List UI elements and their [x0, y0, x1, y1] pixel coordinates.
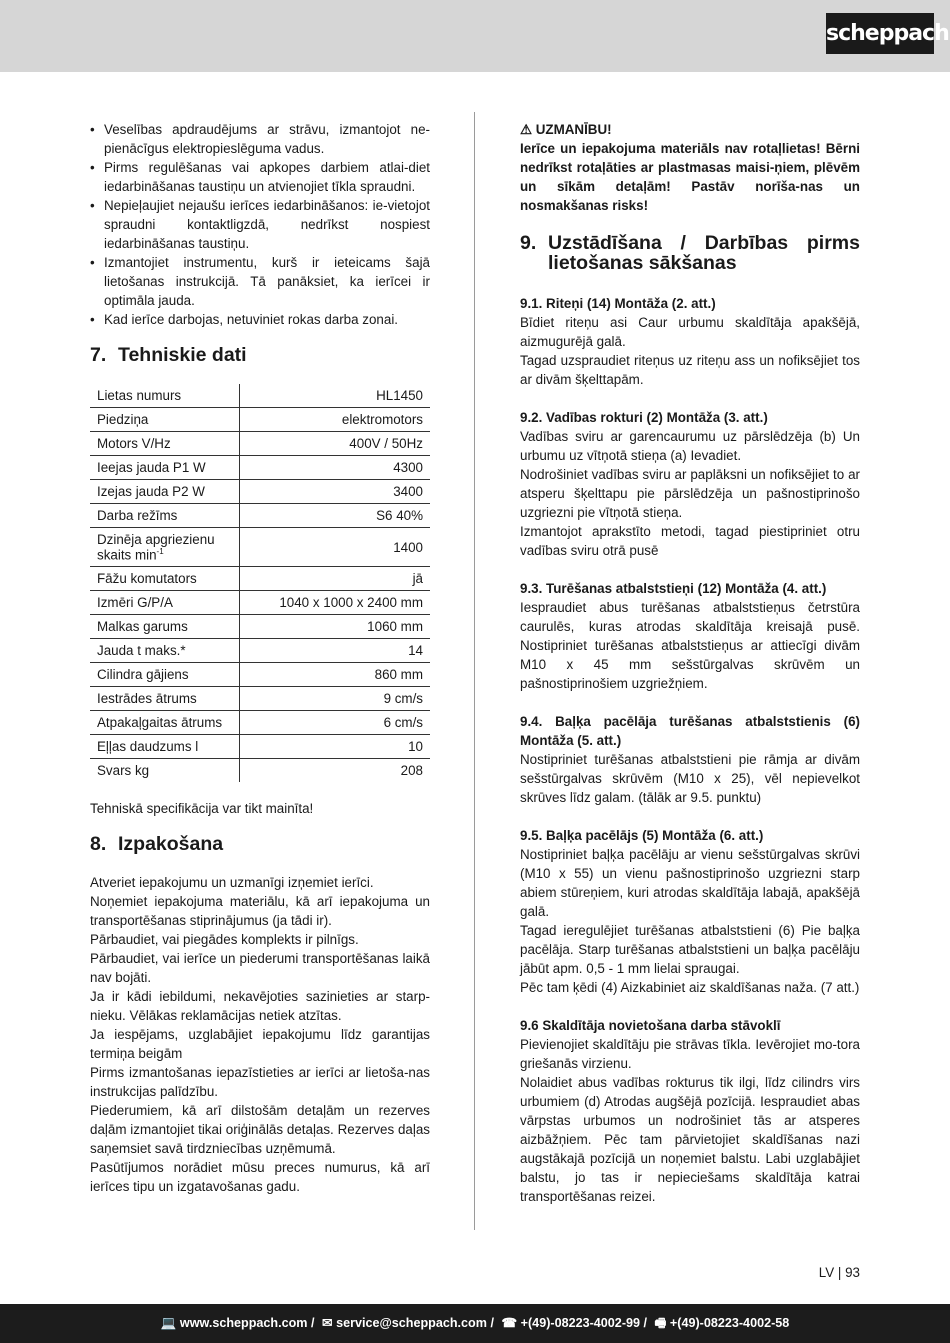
- table-row: [90, 591, 430, 615]
- section-7-title: 7. Tehniskie dati: [90, 344, 247, 366]
- table-row: [90, 504, 430, 528]
- paragraph: Nostipriniet baļķa pacēlāju ar vienu sešstūrgalvas skrūvi (M10 x 55) un vienu pašnostiprinošo uzgriezni starp abiem stūreņiem, kuri atrodas skaldītāja labajā, apakšējā galā.: [520, 847, 860, 919]
- subsection-title: 9.1. Riteņi (14) Montāža (2. att.): [520, 296, 716, 311]
- bullet-item: • Nepieļaujiet nejaušu ierīces iedarbināšanos: ie-vietojot spraudni kontaktligzdā, nedrīkst nospiest iedarbināšanas taustiņu.: [90, 196, 430, 253]
- paragraph: Nodrošiniet vadības sviru ar paplāksni un nofiksējiet to ar atsperu šķelttapu pie pārslēdzēja un pašnostiprinošo uzgriezni pie vītņotā stieņa.: [520, 467, 860, 520]
- safety-bullets: [90, 120, 430, 329]
- subsection-9-2: [520, 408, 860, 560]
- scheppach-logo: [826, 13, 949, 54]
- spec-value: 1040 x 1000 x 2400 mm: [240, 591, 431, 615]
- paragraph: Noņemiet iepakojuma materiālu, kā arī iepakojuma un transportēšanas stiprinājumus (ja tādi ir).: [90, 894, 430, 928]
- table-row: [90, 432, 430, 456]
- tech-data-table: [90, 384, 430, 782]
- paragraph: Pievienojiet skaldītāju pie strāvas tīkla. Ievērojiet mo-tora griešanās virzienu.: [520, 1037, 860, 1071]
- subsection-title: 9.6 Skaldītāja novietošana darba stāvoklī: [520, 1018, 781, 1033]
- table-row: [90, 528, 430, 567]
- bullet-item: • Kad ierīce darbojas, netuviniet rokas darba zonai.: [90, 310, 430, 329]
- column-divider: [474, 112, 475, 1230]
- table-row: [90, 663, 430, 687]
- spec-label: Piedziņa: [90, 408, 240, 432]
- paragraph: Pārbaudiet, vai ierīce un piederumi transportēšanas laikā nav bojāti.: [90, 951, 430, 985]
- spec-label: Malkas garums: [90, 615, 240, 639]
- spec-value: 10: [240, 735, 431, 759]
- paragraph: Ja ir kādi iebildumi, nekavējoties sazinieties ar starp-nieku. Vēlākas reklamācijas netiek atzītas.: [90, 989, 430, 1023]
- spec-value: jā: [240, 567, 431, 591]
- table-row: [90, 456, 430, 480]
- table-note: Tehniskā specifikācija var tikt mainīta!: [90, 801, 314, 816]
- fax-number: 🖷 +(49)-08223-4002-58: [654, 1316, 790, 1330]
- paragraph: Vadības sviru ar garencaurumu uz pārslēdzēja (b) Un urbumu uz vītņotā stieņa (a) Ievadiet.: [520, 429, 860, 463]
- spec-label: Iestrādes ātrums: [90, 687, 240, 711]
- table-row: [90, 384, 430, 408]
- spec-label: Dzinēja apgriezienu skaits $\min^{-1}$: [90, 528, 240, 567]
- spec-value: 6 cm/s: [240, 711, 431, 735]
- paragraph: Izmantojot aprakstīto metodi, tagad piestipriniet otru vadības sviru otrā pusē: [520, 524, 860, 558]
- subsection-9-6: [520, 1016, 860, 1206]
- spec-value: 1400: [240, 528, 431, 567]
- spec-value: 14: [240, 639, 431, 663]
- paragraph: Pasūtījumos norādiet mūsu preces numurus, kā arī ierīces tipu un izgatavošanas gadu.: [90, 1160, 430, 1194]
- subsection-title: 9.2. Vadības rokturi (2) Montāža (3. att.): [520, 410, 768, 425]
- paragraph: Bīdiet riteņu asi Caur urbumu skaldītāja apakšējā, aizmugurējā galā.: [520, 315, 860, 349]
- unit-superscript: -1: [156, 546, 164, 556]
- paragraph: Ja iespējams, uzglabājiet iepakojumu līdz garantijas termiņa beigām: [90, 1027, 430, 1061]
- paragraph: Pārbaudiet, vai piegādes komplekts ir pilnīgs.: [90, 932, 359, 947]
- spec-value: 860 mm: [240, 663, 431, 687]
- page-header: [0, 0, 950, 72]
- subsection-title: 9.3. Turēšanas atbalststieņi (12) Montāža (4. att.): [520, 581, 827, 596]
- paragraph: Atveriet iepakojumu un uzmanīgi izņemiet ierīci.: [90, 875, 374, 890]
- table-row: [90, 408, 430, 432]
- spec-label: Jauda t maks.*: [90, 639, 240, 663]
- spec-value: 9 cm/s: [240, 687, 431, 711]
- spec-label: Ieejas jauda P1 W: [90, 456, 240, 480]
- right-column: [520, 120, 860, 1206]
- website-link[interactable]: 💻 www.scheppach.com /: [160, 1316, 315, 1330]
- bullet-item: • Izmantojiet instrumentu, kurš ir ieteicams šajā lietošanas instrukcijā. Tā panāksiet, ka ierīcei ir optimāla jauda.: [90, 253, 430, 310]
- bullet-item: • Pirms regulēšanas vai apkopes darbiem atlai-diet iedarbināšanas taustiņu un atvienojiet tīkla spraudni.: [90, 158, 430, 196]
- spec-label: Lietas numurs: [90, 384, 240, 408]
- spec-label: Eļļas daudzums l: [90, 735, 240, 759]
- spec-value: S6 40%: [240, 504, 431, 528]
- section-8-text: [90, 873, 430, 1196]
- section-9-title: 9. Uzstādīšana / Darbības pirms lietošanas sākšanas: [520, 232, 860, 274]
- subsection-9-5: [520, 826, 860, 997]
- spec-label: Izejas jauda P2 W: [90, 480, 240, 504]
- spec-label: Atpakaļgaitas ātrums: [90, 711, 240, 735]
- spec-value: elektromotors: [240, 408, 431, 432]
- paragraph: Pirms izmantošanas iepazīstieties ar ierīci ar lietoša-nas instrukcijas palīdzību.: [90, 1065, 430, 1099]
- spec-label: Izmēri G/P/A: [90, 591, 240, 615]
- paragraph: Piederumiem, kā arī dilstošām detaļām un rezerves daļām izmantojiet tikai oriģinālās detaļas. Rezerves daļas saņemsiet savā tirdzniecības uzņēmumā.: [90, 1103, 430, 1156]
- warning-text: Ierīce un iepakojuma materiāls nav rotaļlietas! Bērni nedrīkst rotaļāties ar plastmasas maisi-ņiem, plēvēm un sīkām detaļām! Pastāv norīša-nas un nosmakšanas risks!: [520, 141, 860, 213]
- spec-value: 400V / 50Hz: [240, 432, 431, 456]
- page-footer: [0, 1304, 950, 1343]
- page-number: LV | 93: [818, 1265, 860, 1280]
- table-row: [90, 639, 430, 663]
- subsection-title: 9.4. Baļķa pacēlāja turēšanas atbalststienis (6) Montāža (5. att.): [520, 714, 860, 748]
- table-row: [90, 480, 430, 504]
- logo-text: scheppach: [826, 21, 949, 46]
- paragraph: Iespraudiet abus turēšanas atbalststieņus četrstūra caurulēs, kuras atrodas skaldītāja kreisajā pusē. Nostipriniet turēšanas atbalststieņus ar attiecīgi divām M10 x 45 mm sešstūrgalvas skrūvēm un pašnostiprinošiem uzgriežņiem.: [520, 600, 860, 691]
- paragraph: Pēc tam ķēdi (4) Aizkabiniet aiz skaldīšanas naža. (7 att.): [520, 980, 860, 995]
- paragraph: Nostipriniet turēšanas atbalststieni pie rāmja ar divām sešstūrgalvas skrūvēm (M10 x 25), vēl nepievelkot skrūves līdz galam. (tālāk ar 9.5. punktu): [520, 752, 860, 805]
- bullet-item: • Veselības apdraudējums ar strāvu, izmantojot ne-pienācīgus elektropieslēguma vadus.: [90, 120, 430, 158]
- spec-label: Motors V/Hz: [90, 432, 240, 456]
- table-row: [90, 711, 430, 735]
- spec-label: Darba režīms: [90, 504, 240, 528]
- subsection-9-1: [520, 294, 860, 389]
- subsection-9-3: [520, 579, 860, 693]
- spec-value: 208: [400, 763, 423, 778]
- paragraph: Tagad uzspraudiet riteņus uz riteņu ass un nofiksējiet tos ar divām šķelttapām.: [520, 353, 860, 387]
- spec-value: 3400: [240, 480, 431, 504]
- subsection-title: 9.5. Baļķa pacēlājs (5) Montāža (6. att.): [520, 828, 764, 843]
- table-row: [90, 759, 430, 783]
- email-link[interactable]: ✉ service@scheppach.com /: [322, 1316, 494, 1330]
- spec-label: Fāžu komutators: [90, 567, 240, 591]
- subsection-9-4: [520, 712, 860, 807]
- section-8-title: 8. Izpakošana: [90, 833, 224, 855]
- spec-value: 1060 mm: [240, 615, 431, 639]
- warning-title: ⚠ UZMANĪBU!: [520, 122, 612, 137]
- table-row: [90, 615, 430, 639]
- spec-value: HL1450: [240, 384, 431, 408]
- spec-value: 4300: [240, 456, 431, 480]
- table-row: [90, 735, 430, 759]
- paragraph: Nolaidiet abus vadības rokturus tik ilgi, līdz cilindrs virs urbumiem (d) Atrodas augšējā pozīcijā. Iespraudiet abas vārpstas urbumos un nodrošiniet tās ar atsperes aizbāžņiem. Pēc tam pārvietojiet skaldīšanas nazi augstākajā pozīcijā un noņemiet balstu. Labi uzglabājiet balstu, jo tas ir nepieciešams skaldītāja katrai transportēšanas reizei.: [520, 1075, 860, 1204]
- paragraph: Tagad ieregulējiet turēšanas atbalststieni (6) Pie baļķa pacēlāja. Starp turēšanas atbalststieni un baļķa pacēlāju jābūt apm. 0,5 - 1 mm lielai spraugai.: [520, 923, 860, 976]
- table-row: [90, 567, 430, 591]
- table-row: [90, 687, 430, 711]
- spec-label: Svars kg: [90, 759, 240, 783]
- phone-number: ☎ +(49)-08223-4002-99 /: [501, 1316, 648, 1330]
- spec-label: Cilindra gājiens: [90, 663, 240, 687]
- left-column: [90, 120, 430, 1196]
